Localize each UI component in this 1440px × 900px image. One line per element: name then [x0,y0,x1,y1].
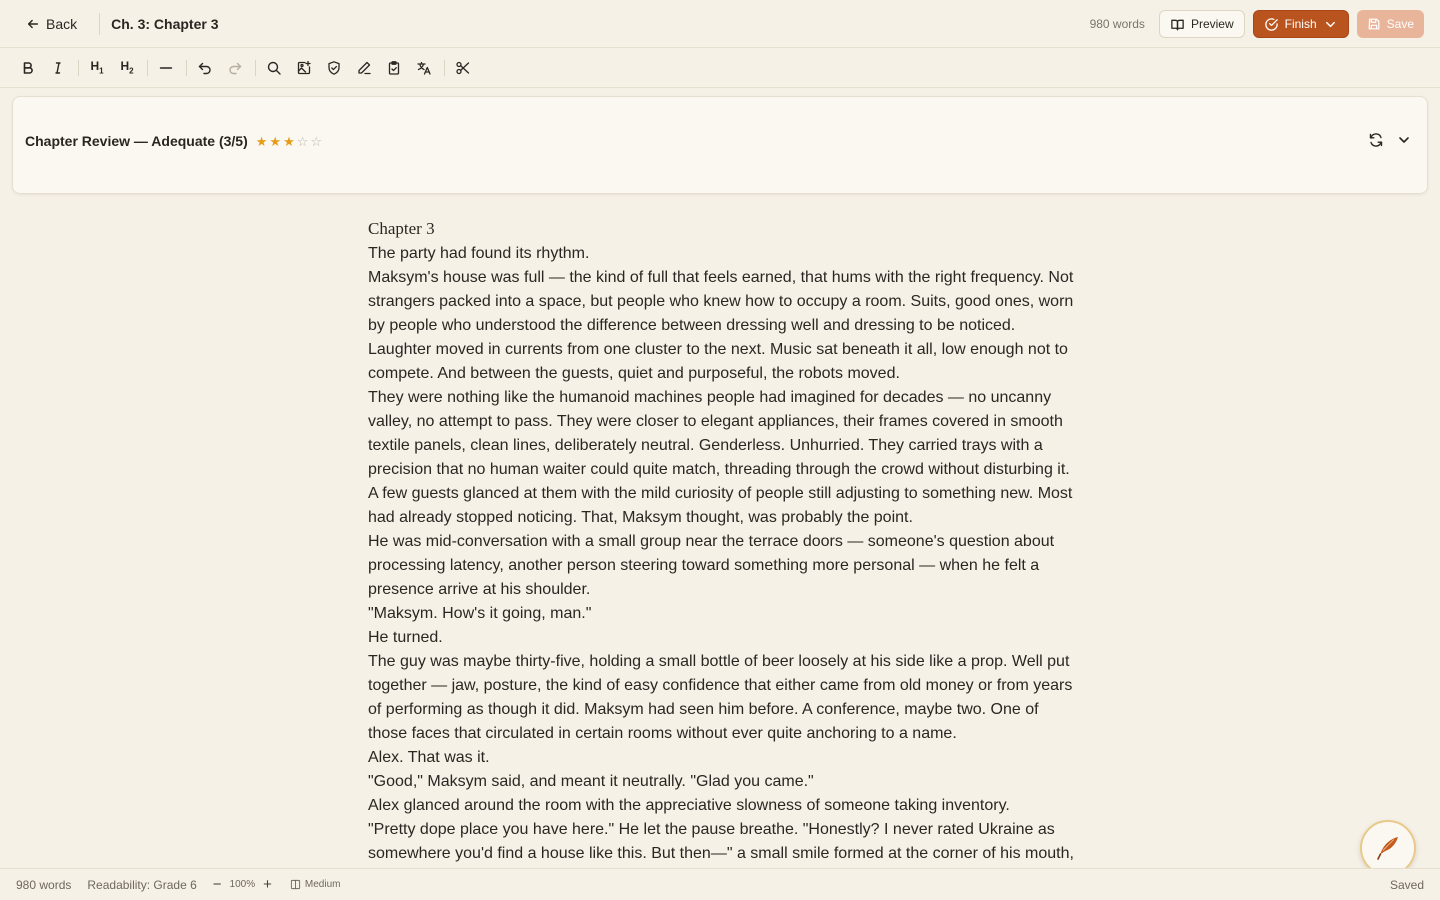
star-empty-icon: ☆ [310,133,323,149]
horizontal-rule-button[interactable] [152,54,180,82]
paragraph: Alex. That was it. [368,749,490,766]
book-open-icon [1170,17,1185,32]
preview-label: Preview [1190,17,1234,31]
back-button[interactable] [26,10,77,38]
word-count: 980 words [1089,17,1145,31]
expand-review-button[interactable] [1395,131,1413,149]
toolbar-separator [444,60,445,76]
save-button[interactable] [1357,10,1424,38]
formatting-toolbar [0,48,1440,88]
chevron-down-icon [1323,17,1338,32]
readability-score: Readability: Grade 6 [87,877,197,892]
paragraph: "Pretty dope place you have here." He let the pause breathe. "Honestly? I never rated Ukraine as somewhere you'd find a house like this. But then—" a small smile formed at the corner of his mouth, [368,821,1074,862]
insert-image-button[interactable] [290,54,318,82]
finish-label: Finish [1284,17,1317,31]
toolbar-separator [255,60,256,76]
redo-button[interactable] [221,54,249,82]
save-label: Save [1386,17,1414,31]
paragraph: He turned. [368,629,443,646]
star-empty-icon: ☆ [296,133,309,149]
page-width-label: Medium [304,879,341,890]
star-filled-icon: ★ [255,133,268,149]
zoom-out-button[interactable]: − [212,876,222,893]
toolbar-separator [186,60,187,76]
review-actions [1367,131,1413,149]
chevron-down-icon [1396,132,1412,148]
preview-button[interactable] [1159,10,1245,38]
undo-icon [197,60,213,76]
review-header[interactable] [25,133,322,149]
book-icon [290,879,301,890]
paragraph: Maksym's house was full — the kind of full that feels earned, that hums with the right frequency. Not strangers packed into a space, but people who knew how to occupy a room. Suits, good ones, worn by people who understood the difference between dressing well and dressing to be noticed. Laughter moved in currents from one cluster to the next. Music sat beneath it all, low enough not to compete. And between the guests, quiet and purposeful, the robots moved. [368,269,1074,382]
horizontal-rule-icon [158,60,174,76]
shield-check-icon [326,60,342,76]
paragraph: Alex glanced around the room with the appreciative slowness of someone taking inventory. [368,797,1010,814]
chapter-review-panel [12,96,1428,194]
heading-1-icon: $H_1$ [90,59,104,76]
star-filled-icon: ★ [283,133,295,149]
save-icon [1367,17,1381,31]
star-rating [256,135,322,148]
page-width-toggle[interactable] [290,879,341,890]
back-label: Back [46,15,78,32]
shield-button[interactable] [320,54,348,82]
refresh-icon [1368,132,1384,148]
status-word-count: 980 words [16,877,72,892]
search-button[interactable] [260,54,288,82]
paragraph: They were nothing like the humanoid machines people had imagined for decades — no uncanny valley, no attempt to pass. They were closer to elegant appliances, their frames covered in smooth textile panels, clean lines, deliberately neutral. Genderless. Unhurried. They carried trays with a precision that no human waiter could quite match, threading through the crowd without disturbing it. A few guests glanced at them with the mild curiosity of people still adjusting to something new. Most had already stopped noticing. That, Maksym thought, was probably the point. [368,389,1073,526]
italic-button[interactable] [44,54,72,82]
paragraph: "Maksym. How's it going, man." [368,605,592,622]
paragraph: "Good," Maksym said, and meant it neutrally. "Glad you came." [368,773,814,790]
review-title: Chapter Review — Adequate (3/5) [25,133,248,149]
top-bar [0,0,1440,48]
chapter-title: Ch. 3: Chapter 3 [111,15,219,32]
header-actions [1090,10,1424,38]
refresh-review-button[interactable] [1367,131,1385,149]
italic-icon [50,60,66,76]
divider [99,13,100,35]
star-filled-icon: ★ [269,133,282,149]
zoom-control [213,876,272,893]
status-bar [0,868,1440,900]
translate-icon [416,60,432,76]
zoom-in-button[interactable]: + [263,876,272,893]
search-icon [266,60,282,76]
redo-icon [227,60,243,76]
paragraph: He was mid-conversation with a small group near the terrace doors — someone's question about processing latency, another person steering toward something more personal — when he felt a presence arrive at his shoulder. [368,533,1055,598]
check-circle-icon [1264,17,1279,32]
arrow-left-icon [26,17,40,31]
heading-2-button[interactable] [113,54,141,82]
chapter-heading: Chapter 3 [368,219,435,238]
scissors-button[interactable] [449,54,477,82]
quill-icon [1374,834,1402,862]
translate-button[interactable] [410,54,438,82]
scissors-icon [455,60,471,76]
editor-content[interactable] [368,216,1074,868]
heading-1-button[interactable] [83,54,111,82]
pen-button[interactable] [350,54,378,82]
bold-icon [20,60,36,76]
image-plus-icon [296,60,312,76]
paragraph: The party had found its rhythm. [368,245,590,262]
clipboard-check-icon [386,60,402,76]
paragraph: The guy was maybe thirty-five, holding a small bottle of beer loosely at his side like a prop. Well put together — jaw, posture, the kind of easy confidence that either came from old money or from years of performing as though it did. Maksym had seen him before. A conference, maybe two. One of those faces that circulated in certain rooms without ever quite anchoring to a name. [368,653,1073,742]
heading-2-icon: $H_2$ [120,59,134,76]
clipboard-check-button[interactable] [380,54,408,82]
zoom-level: 100% [229,879,256,890]
pen-icon [356,60,372,76]
finish-button[interactable] [1253,10,1349,38]
bold-button[interactable] [14,54,42,82]
save-status: Saved [1389,878,1424,892]
undo-button[interactable] [191,54,219,82]
toolbar-separator [78,60,79,76]
toolbar-separator [147,60,148,76]
